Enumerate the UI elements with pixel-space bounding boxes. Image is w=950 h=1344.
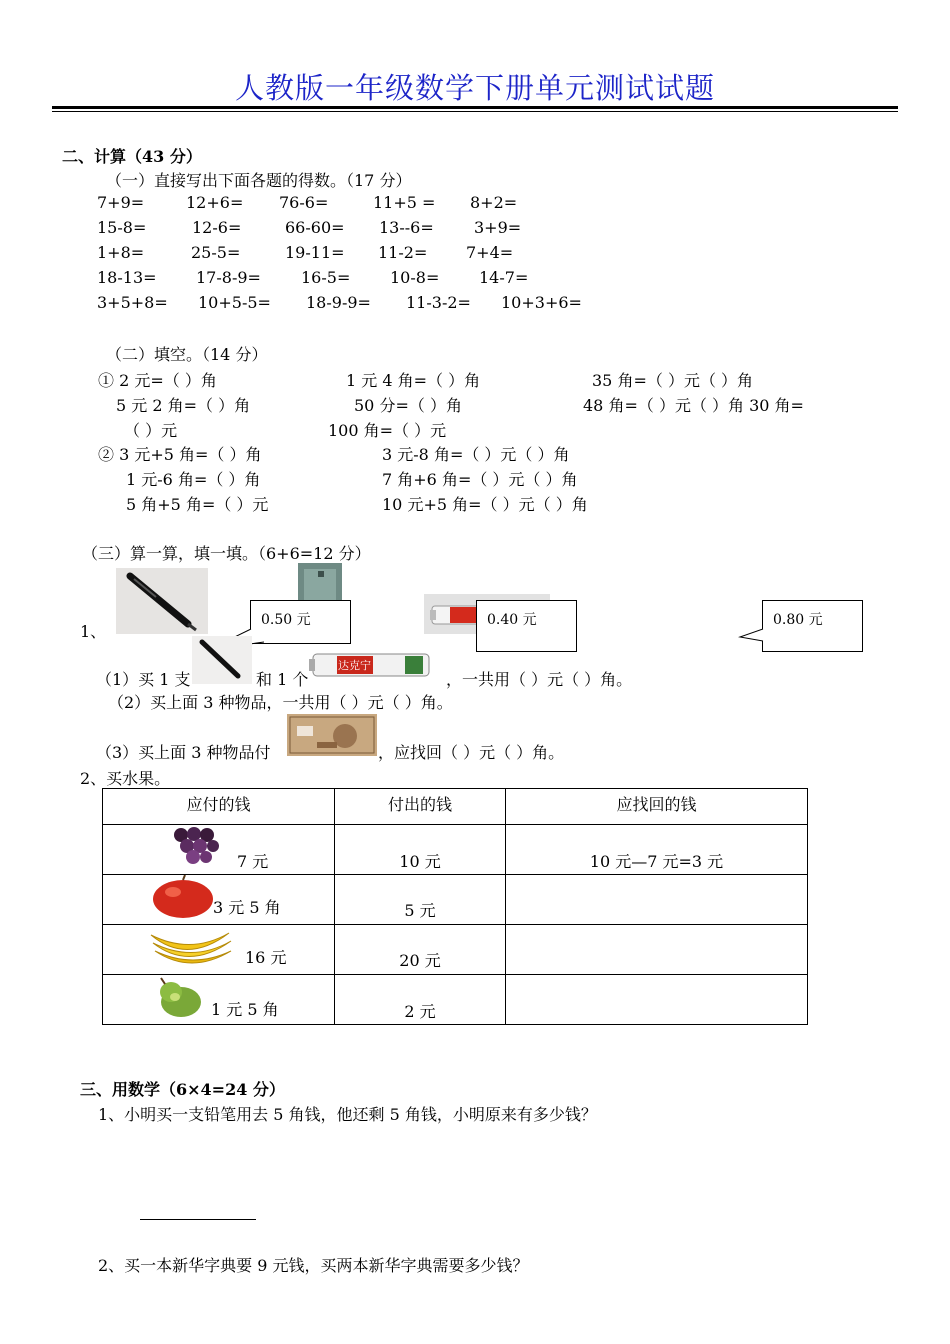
price-value: 7 元 (237, 852, 269, 871)
calc-item: 10+3+6= (501, 293, 582, 312)
calc-item: 11-2= (378, 243, 428, 262)
toothpaste-brand: 达克宁 (338, 659, 371, 672)
change-cell: 10 元—7 元=3 元 (506, 825, 808, 875)
change-cell (506, 875, 808, 925)
grapes-image (167, 825, 221, 869)
calc-item: 12+6= (186, 193, 244, 212)
table-header-row (103, 789, 808, 825)
fill-item: 5 元 2 角=（ ）角 (116, 396, 251, 415)
calc-item: 7+9= (97, 193, 145, 212)
fill-item: （ ）元 (124, 421, 178, 440)
calc-item: 25-5= (191, 243, 241, 262)
paid-cell: 10 元 (335, 825, 506, 875)
header-price: 应付的钱 (103, 789, 335, 825)
header-paid: 付出的钱 (335, 789, 506, 825)
part1-heading: （一）直接写出下面各题的得数。（17 分） (106, 171, 412, 190)
fill-item: 48 角=（ ）元（ ）角 30 角= (583, 396, 804, 415)
paid-cell: 20 元 (335, 925, 506, 975)
fill-item: 1 元-6 角=（ ）角 (126, 470, 261, 489)
paid-cell: 5 元 (335, 875, 506, 925)
toothpaste-image (309, 646, 437, 682)
section3-q1: 1、小明买一支铅笔用去 5 角钱，他还剩 5 角钱，小明原来有多少钱？ (98, 1105, 597, 1124)
calc-item: 15-8= (97, 218, 147, 237)
paid-cell: 2 元 (335, 975, 506, 1025)
price-callout-3 (762, 600, 863, 652)
table-row (103, 875, 808, 925)
fill-item: ① 2 元=（ ）角 (98, 371, 217, 390)
price-label-3: 0.80 元 (773, 612, 823, 628)
table-row (103, 925, 808, 975)
part3-heading: （三）算一算，填一填。（6+6=12 分） (82, 544, 371, 563)
calc-item: 8+2= (470, 193, 518, 212)
price-cell (103, 925, 335, 975)
part2-heading: （二）填空。（14 分） (106, 345, 268, 364)
q1-part3: ，一共用（ ）元（ ）角。 (446, 670, 633, 689)
fill-item: 35 角=（ ）元（ ）角 (592, 371, 754, 390)
calc-item: 12-6= (192, 218, 242, 237)
calc-item: 10-8= (390, 268, 440, 287)
fill-item: 5 角+5 角=（ ）元 (126, 495, 269, 514)
price-value: 1 元 5 角 (211, 1000, 279, 1019)
table-row (103, 825, 808, 875)
q2-text: （2）买上面 3 种物品，一共用（ ）元（ ）角。 (108, 693, 453, 712)
calc-item: 7+4= (466, 243, 514, 262)
pen-image-inline (192, 636, 252, 684)
calc-item: 11+5 = (373, 193, 436, 212)
title-rule-thin (52, 111, 898, 112)
fill-item: 100 角=（ ）元 (328, 421, 447, 440)
calc-item: 13--6= (379, 218, 434, 237)
calc-item: 66-60= (285, 218, 345, 237)
section3-heading: 三、用数学（6×4=24 分） (80, 1080, 285, 1099)
calc-item: 10+5-5= (198, 293, 271, 312)
price-value: 16 元 (245, 948, 287, 967)
price-callout-2 (476, 600, 577, 652)
callout-pointer-3 (738, 628, 766, 642)
fill-item: 7 角+6 角=（ ）元（ ）角 (382, 470, 578, 489)
page-title: 人教版一年级数学下册单元测试试题 (234, 71, 715, 105)
fill-item: 50 分=（ ）角 (354, 396, 462, 415)
price-label-1: 0.50 元 (261, 612, 311, 628)
fruit-table (102, 788, 808, 1025)
apple-image (151, 875, 215, 919)
calc-item: 19-11= (285, 243, 345, 262)
q1-part1: （1）买 1 支 (96, 670, 191, 689)
title-rule (52, 106, 898, 109)
answer-line (140, 1219, 256, 1220)
price-cell (103, 875, 335, 925)
banknote-image (287, 714, 377, 756)
calc-item: 14-7= (479, 268, 529, 287)
q1-part2: 和 1 个 (256, 670, 309, 689)
calc-item: 1+8= (97, 243, 145, 262)
calc-item: 16-5= (301, 268, 351, 287)
calc-item: 17-8-9= (196, 268, 261, 287)
item-label-1: 1、 (80, 622, 107, 641)
calc-item: 18-13= (97, 268, 157, 287)
fill-item: 10 元+5 角=（ ）元（ ）角 (382, 495, 588, 514)
section3-q2: 2、买一本新华字典要 9 元钱，买两本新华字典需要多少钱？ (98, 1256, 529, 1275)
fill-item: 3 元-8 角=（ ）元（ ）角 (382, 445, 570, 464)
price-label-2: 0.40 元 (487, 612, 537, 628)
item-label-2: 2、买水果。 (80, 769, 171, 788)
bananas-image (147, 925, 233, 965)
pen-image (116, 568, 208, 634)
q3-part1: （3）买上面 3 种物品付 (96, 743, 271, 762)
q3-part2: ，应找回（ ）元（ ）角。 (378, 743, 565, 762)
section2-heading: 二、计算（43 分） (62, 147, 202, 166)
calc-item: 3+5+8= (97, 293, 168, 312)
header-change: 应找回的钱 (506, 789, 808, 825)
price-cell (103, 825, 335, 875)
change-cell (506, 925, 808, 975)
calc-item: 18-9-9= (306, 293, 371, 312)
pear-image (155, 976, 209, 1018)
price-cell (103, 975, 335, 1025)
calc-item: 76-6= (279, 193, 329, 212)
fill-item: ② 3 元+5 角=（ ）角 (98, 445, 262, 464)
change-cell (506, 975, 808, 1025)
table-row (103, 975, 808, 1025)
price-value: 3 元 5 角 (213, 898, 281, 917)
calc-item: 3+9= (474, 218, 522, 237)
calc-item: 11-3-2= (406, 293, 471, 312)
fill-item: 1 元 4 角=（ ）角 (346, 371, 481, 390)
